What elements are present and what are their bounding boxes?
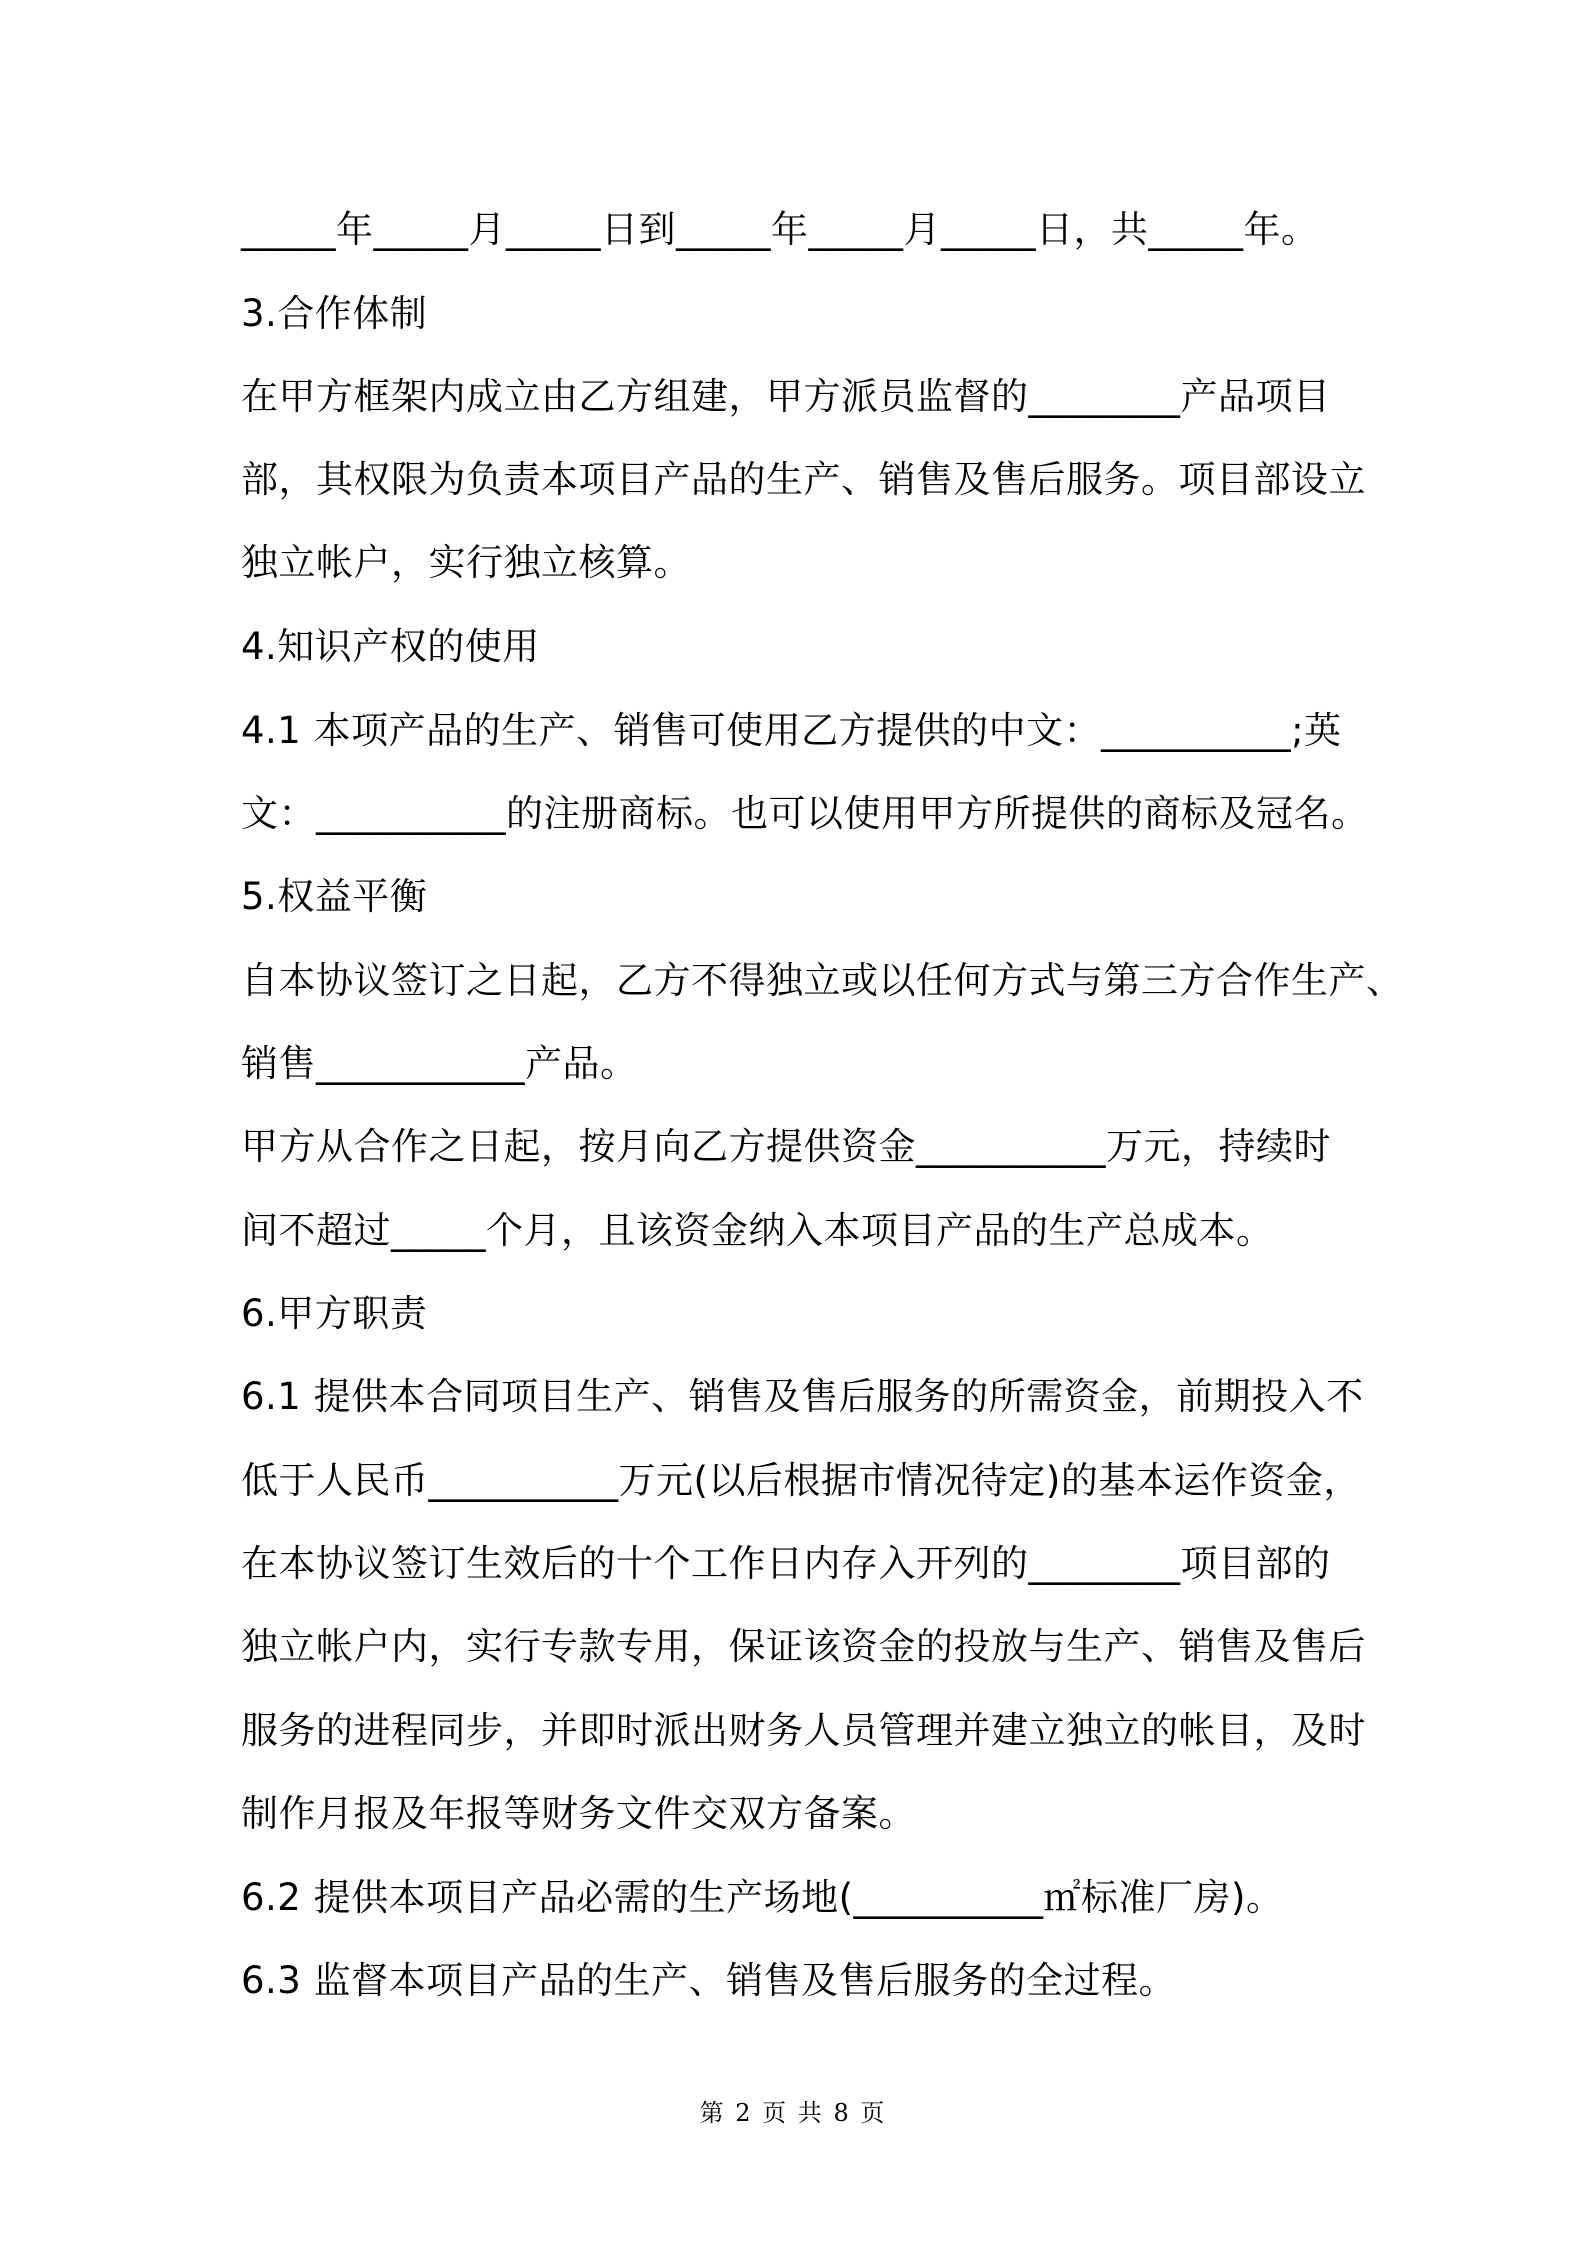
- text-line: 甲方从合作之日起，按月向乙方提供资金__________万元，持续时: [241, 1125, 1331, 1168]
- text-line: 部，其权限为负责本项目产品的生产、销售及售后服务。项目部设立: [241, 458, 1366, 501]
- section-heading-cooperation-system: 3.合作体制: [241, 292, 428, 335]
- text-line: 在甲方框架内成立由乙方组建，甲方派员监督的________产品项目: [241, 375, 1331, 418]
- page-number-footer: 第 2 页 共 8 页: [699, 2099, 887, 2127]
- text-line: 间不超过_____个月，且该资金纳入本项目产品的生产总成本。: [241, 1209, 1274, 1252]
- text-line: 销售___________产品。: [241, 1042, 638, 1085]
- text-line: 文：__________的注册商标。也可以使用甲方所提供的商标及冠名。: [241, 792, 1369, 835]
- text-line: 服务的进程同步，并即时派出财务人员管理并建立独立的帐目，及时: [241, 1709, 1366, 1752]
- section-heading-ip-usage: 4.知识产权的使用: [241, 625, 540, 668]
- text-line: 低于人民币__________万元(以后根据市情况待定)的基本运作资金，: [241, 1459, 1361, 1502]
- text-line: 制作月报及年报等财务文件交双方备案。: [241, 1792, 916, 1835]
- text-line: 6.3 监督本项目产品的生产、销售及售后服务的全过程。: [241, 1959, 1177, 2002]
- text-line-date-range: _____年_____月_____日到_____年_____月_____日，共_____年。: [241, 208, 1319, 251]
- section-heading-rights-balance: 5.权益平衡: [241, 875, 428, 918]
- text-line: 6.1 提供本合同项目生产、销售及售后服务的所需资金，前期投入不: [241, 1375, 1364, 1418]
- text-line: 6.2 提供本项目产品必需的生产场地(__________㎡标准厂房)。: [241, 1876, 1284, 1919]
- section-heading-party-a-duties: 6.甲方职责: [241, 1292, 428, 1335]
- text-line: 自本协议签订之日起，乙方不得独立或以任何方式与第三方合作生产、: [241, 959, 1404, 1002]
- text-line: 独立帐户内，实行专款专用，保证该资金的投放与生产、销售及售后: [241, 1625, 1366, 1668]
- text-line: 4.1 本项产品的生产、销售可使用乙方提供的中文：__________;英: [241, 709, 1342, 752]
- text-line: 独立帐户，实行独立核算。: [241, 541, 691, 584]
- text-line: 在本协议签订生效后的十个工作日内存入开列的________项目部的: [241, 1542, 1331, 1585]
